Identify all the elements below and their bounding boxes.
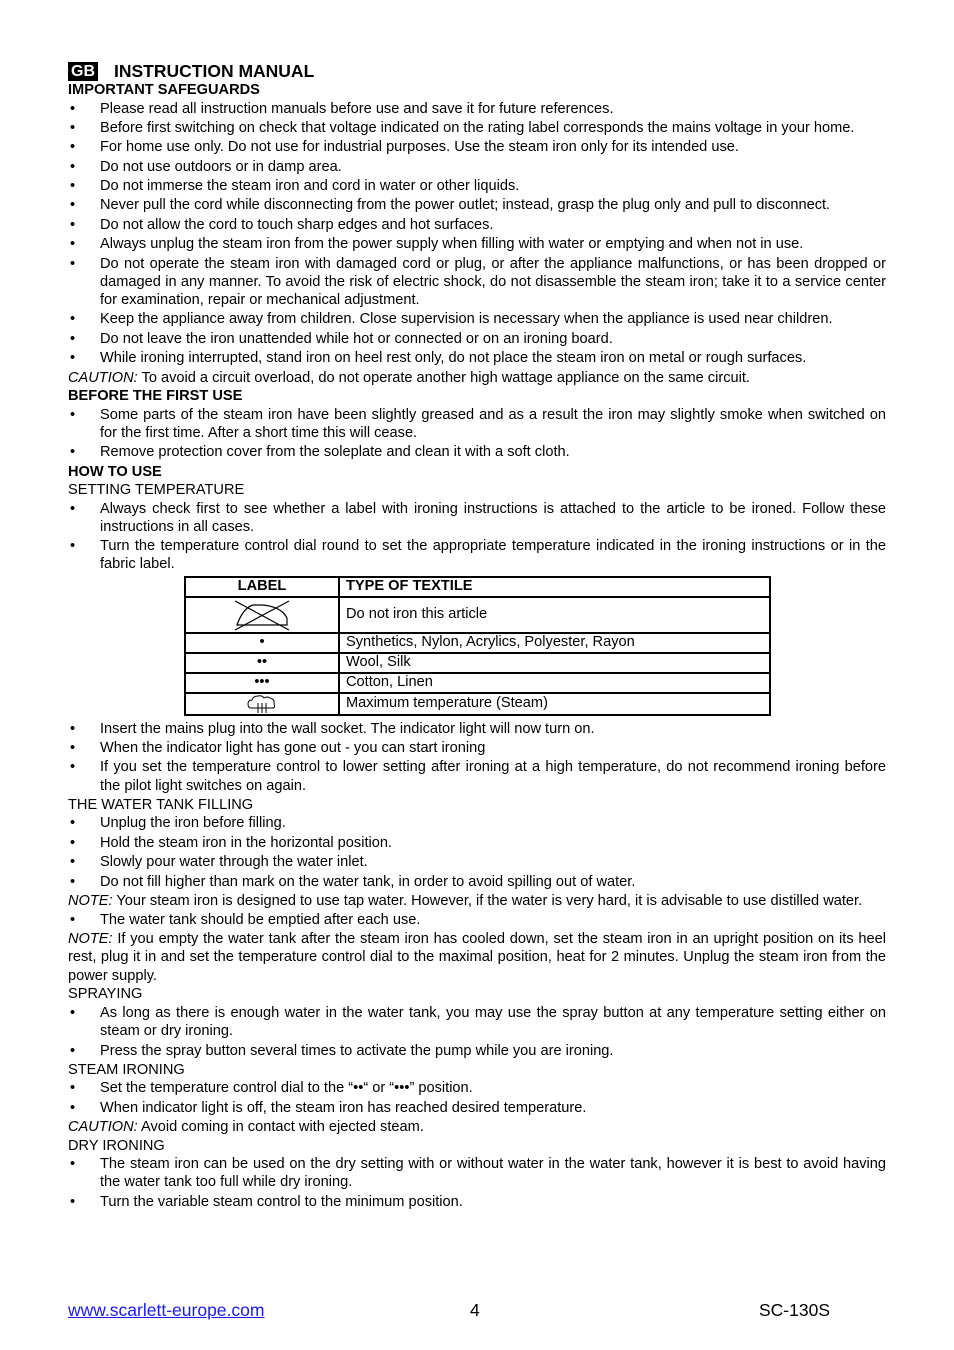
list-item: • While ironing interrupted, stand iron on heel rest only, do not place the steam iron on metal or rough surfaces.: [68, 349, 886, 367]
safeguards-heading: IMPORTANT SAFEGUARDS: [68, 82, 260, 98]
list-item: • Set the temperature control dial to the “••“ or “•••” position.: [68, 1079, 886, 1097]
water-tank-heading: THE WATER TANK FILLING: [68, 796, 254, 813]
crossed-iron-icon: [231, 598, 293, 632]
title-row: [68, 61, 886, 81]
list-item: • When the indicator light has gone out - you can start ironing: [68, 739, 886, 757]
label-cell: [185, 597, 339, 633]
label-cell: [185, 693, 339, 715]
list-item: • Press the spray button several times to activate the pump while you are ironing.: [68, 1042, 886, 1060]
list-item: • Do not fill higher than mark on the water tank, in order to avoid spilling out of water.: [68, 873, 886, 891]
list-item: • Never pull the cord while disconnecting from the power outlet; instead, grasp the plug only and pull to disconnect.: [68, 196, 886, 214]
list-item: • Do not allow the cord to touch sharp edges and hot surfaces.: [68, 216, 886, 234]
manual-page: [68, 61, 886, 1212]
list-item: • Insert the mains plug into the wall socket. The indicator light will now turn on.: [68, 720, 886, 738]
table-row: [185, 597, 770, 633]
textile-table: [184, 576, 771, 716]
first-use-list: [68, 406, 886, 462]
caution-label: CAUTION:: [68, 1119, 138, 1136]
water-tank-note: [68, 892, 886, 911]
note-label: NOTE:: [68, 930, 113, 947]
list-item: • When indicator light is off, the steam iron has reached desired temperature.: [68, 1099, 886, 1117]
list-item: • Before first switching on check that voltage indicated on the rating label corresponds the mains voltage in your home.: [68, 119, 886, 137]
website-link[interactable]: www.scarlett-europe.com: [68, 1300, 265, 1320]
list-item: • Turn the variable steam control to the minimum position.: [68, 1193, 886, 1211]
note-label: NOTE:: [68, 893, 113, 910]
water-tank-list-2: [68, 911, 886, 929]
dry-ironing-heading: DRY IRONING: [68, 1137, 165, 1154]
caution-text: To avoid a circuit overload, do not operate another high wattage appliance on the same circuit.: [137, 369, 750, 386]
list-item: • Do not immerse the steam iron and cord in water or other liquids.: [68, 177, 886, 195]
caution-text: Avoid coming in contact with ejected steam.: [137, 1119, 424, 1136]
table-row: [185, 673, 770, 693]
label-cell: ••: [185, 653, 339, 673]
column-header-type: TYPE OF TEXTILE: [339, 577, 770, 597]
language-badge: GB: [68, 62, 98, 81]
list-item: • The water tank should be emptied after each use.: [68, 911, 886, 929]
page-title: INSTRUCTION MANUAL: [114, 60, 315, 81]
caution-label: CAUTION:: [68, 369, 138, 386]
how-to-use-heading: HOW TO USE: [68, 463, 162, 480]
spraying-list: [68, 1004, 886, 1060]
after-table-list: [68, 720, 886, 795]
type-cell: Maximum temperature (Steam): [339, 693, 770, 715]
list-item: • Do not use outdoors or in damp area.: [68, 158, 886, 176]
water-tank-note-2: [68, 930, 886, 986]
steam-icon: [247, 694, 277, 714]
type-cell: Cotton, Linen: [339, 673, 770, 693]
list-item: • Do not operate the steam iron with damaged cord or plug, or after the appliance malfunctions, or has been dropped or damaged in any manner. To avoid the risk of electric shock, do not disassemble the steam iron; take it to a service center for examination, repair or mechanical adjustment.: [68, 255, 886, 310]
type-cell: Synthetics, Nylon, Acrylics, Polyester, Rayon: [339, 633, 770, 653]
safeguards-caution: [68, 369, 886, 388]
page-footer: [68, 1300, 886, 1322]
note-text: Your steam iron is designed to use tap water. However, if the water is very hard, it is advisable to use distilled water.: [112, 893, 863, 910]
dry-ironing-list: [68, 1155, 886, 1211]
safeguards-list: [68, 100, 886, 368]
page-number: 4: [470, 1300, 480, 1320]
list-item: • The steam iron can be used on the dry setting with or without water in the water tank, however it is best to avoid having the water tank too full while dry ironing.: [68, 1155, 886, 1191]
list-item: • Remove protection cover from the soleplate and clean it with a soft cloth.: [68, 443, 886, 461]
first-use-heading: BEFORE THE FIRST USE: [68, 388, 243, 405]
steam-ironing-heading: STEAM IRONING: [68, 1061, 185, 1078]
list-item: • Hold the steam iron in the horizontal position.: [68, 834, 886, 852]
type-cell: Do not iron this article: [339, 597, 770, 633]
model-number: SC-130S: [759, 1300, 831, 1320]
list-item: • Keep the appliance away from children. Close supervision is necessary when the appliance is used near children.: [68, 310, 886, 328]
table-row: [185, 653, 770, 673]
list-item: • Please read all instruction manuals before use and save it for future references.: [68, 100, 886, 118]
type-cell: Wool, Silk: [339, 653, 770, 673]
label-cell: •: [185, 633, 339, 653]
column-header-label: LABEL: [185, 577, 339, 597]
list-item: • Slowly pour water through the water inlet.: [68, 853, 886, 871]
list-item: • For home use only. Do not use for industrial purposes. Use the steam iron only for its intended use.: [68, 138, 886, 156]
list-item: • If you set the temperature control to lower setting after ironing at a high temperature, do not recommend ironing before the pilot light switches on again.: [68, 758, 886, 794]
note-text: If you empty the water tank after the steam iron has cooled down, set the steam iron in an upright position on its heel rest, plug it in and set the temperature control dial to the maximal position, heat for 2 minutes. Unplug the steam iron from the power supply.: [68, 930, 886, 984]
list-item: • Turn the temperature control dial round to set the appropriate temperature indicated in the ironing instructions or in the fabric label.: [68, 537, 886, 573]
list-item: • Unplug the iron before filling.: [68, 814, 886, 832]
table-header-row: [185, 577, 770, 597]
list-item: • Always unplug the steam iron from the power supply when filling with water or emptying and when not in use.: [68, 235, 886, 253]
setting-temperature-heading: SETTING TEMPERATURE: [68, 482, 245, 499]
label-cell: •••: [185, 673, 339, 693]
setting-temperature-list: [68, 500, 886, 574]
list-item: • As long as there is enough water in the water tank, you may use the spray button at any temperature setting either on steam or dry ironing.: [68, 1004, 886, 1040]
spraying-heading: SPRAYING: [68, 986, 143, 1003]
steam-ironing-list: [68, 1079, 886, 1117]
list-item: • Always check first to see whether a label with ironing instructions is attached to the article to be ironed. Follow these instructions in all cases.: [68, 500, 886, 536]
water-tank-list: [68, 814, 886, 890]
steam-ironing-caution: [68, 1118, 886, 1137]
list-item: • Some parts of the steam iron have been slightly greased and as a result the iron may slightly smoke when switched on for the first time. After a short time this will cease.: [68, 406, 886, 442]
list-item: • Do not leave the iron unattended while hot or connected or on an ironing board.: [68, 330, 886, 348]
table-row: [185, 693, 770, 715]
table-row: [185, 633, 770, 653]
